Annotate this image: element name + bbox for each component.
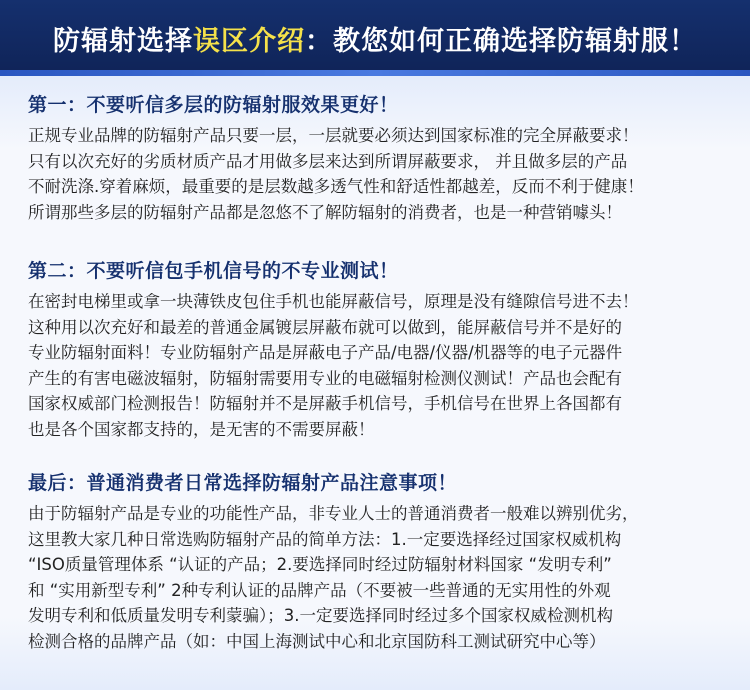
section-3-heading: 最后：普通消费者日常选择防辐射产品注意事项！ — [28, 472, 458, 494]
section-1-line: 不耐洗涤.穿着麻烦，最重要的是层数越多透气性和舒适性都越差，反而不利于健康！ — [28, 177, 644, 196]
header-title — [53, 19, 697, 58]
section-3-line: “ISO质量管理体系 “认证的产品；2.要选择同时经过防辐射材料国家 “发明专利” — [28, 555, 612, 574]
section-1-line: 正规专业品牌的防辐射产品只要一层，一层就要必须达到国家标准的完全屏蔽要求！ — [28, 126, 639, 145]
header-title-accent: 误区介绍 — [193, 25, 305, 57]
section-2-line: 国家权威部门检测报告！防辐射并不是屏蔽手机信号，手机信号在世界上各国都有 — [28, 394, 622, 413]
section-2-line: 也是各个国家都支持的，是无害的不需要屏蔽！ — [28, 419, 375, 439]
section-1 — [28, 90, 728, 225]
section-2-line: 这种用以次充好和最差的普通金属镀层屏蔽布就可以做到，能屏蔽信号并不是好的 — [28, 317, 622, 337]
section-3-line: 检测合格的品牌产品（如：中国上海测试中心和北京国防科工测试研究中心等） — [28, 631, 606, 651]
section-3-line: 和 “实用新型专利” 2种专利认证的品牌产品（不要被一些普通的无实用性的外观 — [28, 580, 611, 600]
header-banner — [0, 0, 750, 76]
section-2-line: 产生的有害电磁波辐射，防辐射需要用专业的电磁辐射检测仪测试！产品也会配有 — [28, 368, 622, 388]
header-title-suffix: ：教您如何正确选择防辐射服！ — [305, 25, 697, 57]
section-2-line: 专业防辐射面料！专业防辐射产品是屏蔽电子产品/电器/仪器/机器等的电子元器件 — [28, 343, 623, 362]
section-2-paragraph — [28, 289, 728, 442]
section-3-line: 由于防辐射产品是专业的功能性产品，非专业人士的普通消费者一般难以辨别优劣， — [28, 504, 639, 523]
section-1-heading: 第一：不要听信多层的防辐射服效果更好！ — [28, 94, 399, 116]
content-area — [0, 76, 750, 690]
section-2 — [28, 256, 728, 442]
section-2-heading: 第二：不要听信包手机信号的不专业测试！ — [28, 260, 399, 282]
section-3-line: 这里教大家几种日常选购防辐射产品的简单方法：1.一定要选择经过国家权威机构 — [28, 529, 622, 549]
section-3-paragraph — [28, 501, 728, 654]
section-3-line: 发明专利和低质量发明专利蒙骗）；3.一定要选择同时经过多个国家权威检测机构 — [28, 606, 613, 625]
header-title-prefix: 防辐射选择 — [53, 25, 193, 57]
section-2-line: 在密封电梯里或拿一块薄铁皮包住手机也能屏蔽信号，原理是没有缝隙信号进不去！ — [28, 292, 639, 311]
section-1-paragraph — [28, 123, 728, 225]
section-1-line: 只有以次充好的劣质材质产品才用做多层来达到所谓屏蔽要求， 并且做多层的产品 — [28, 151, 628, 171]
section-3 — [28, 468, 728, 654]
section-1-line: 所谓那些多层的防辐射产品都是忽悠不了解防辐射的消费者，也是一种营销噱头！ — [28, 202, 622, 222]
